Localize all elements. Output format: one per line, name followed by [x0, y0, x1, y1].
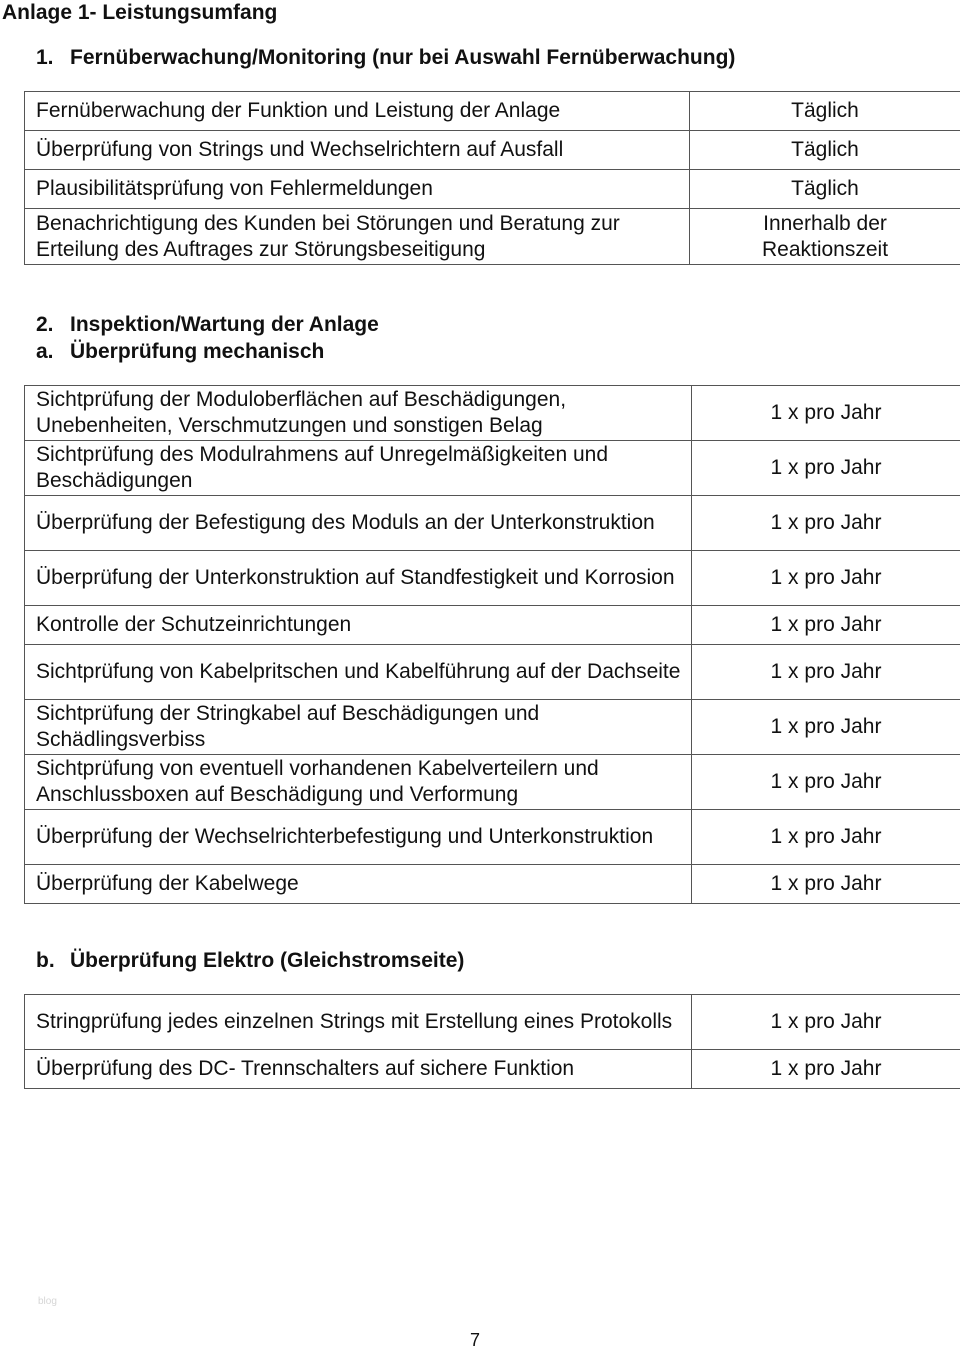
interval-cell: Täglich: [690, 92, 960, 131]
table-row: [25, 865, 960, 904]
table-row: [25, 441, 960, 496]
subsection-a-heading: [36, 339, 324, 365]
table-row: [25, 170, 960, 209]
subsection-a-title: Überprüfung mechanisch: [70, 340, 324, 363]
subsection-b-title: Überprüfung Elektro (Gleichstromseite): [70, 949, 464, 972]
task-cell: Stringprüfung jedes einzelnen Strings mit Erstellung eines Protokolls: [25, 995, 692, 1050]
section-1-heading: [36, 45, 735, 71]
section-2-title: Inspektion/Wartung der Anlage: [70, 313, 379, 336]
task-cell: Plausibilitätsprüfung von Fehlermeldungen: [25, 170, 690, 209]
subsection-a-letter: a.: [36, 339, 70, 365]
section-1-title: Fernüberwachung/Monitoring (nur bei Auswahl Fernüberwachung): [70, 46, 735, 69]
task-cell: Sichtprüfung des Modulrahmens auf Unregelmäßigkeiten und Beschädigungen: [25, 441, 692, 496]
task-cell: Sichtprüfung von Kabelpritschen und Kabelführung auf der Dachseite: [25, 645, 692, 700]
page-number: 7: [470, 1330, 480, 1351]
table-row: [25, 131, 960, 170]
task-cell: Überprüfung der Wechselrichterbefestigung und Unterkonstruktion: [25, 810, 692, 865]
table-row: [25, 1050, 960, 1089]
mechanical-inspection-table: [24, 385, 960, 904]
task-cell: Überprüfung der Kabelwege: [25, 865, 692, 904]
task-cell: Benachrichtigung des Kunden bei Störungen und Beratung zur Erteilung des Auftrages zur Störungsbeseitigung: [25, 209, 690, 265]
table-row: [25, 995, 960, 1050]
task-cell: Kontrolle der Schutzeinrichtungen: [25, 606, 692, 645]
table-row: [25, 92, 960, 131]
section-2-heading: [36, 312, 379, 338]
table-row: [25, 810, 960, 865]
table-row: [25, 209, 960, 265]
task-cell: Überprüfung der Befestigung des Moduls an der Unterkonstruktion: [25, 496, 692, 551]
interval-cell: 1 x pro Jahr: [692, 755, 960, 810]
interval-cell: 1 x pro Jahr: [692, 606, 960, 645]
table-row: [25, 645, 960, 700]
interval-cell: 1 x pro Jahr: [692, 496, 960, 551]
interval-cell: Täglich: [690, 131, 960, 170]
table-row: [25, 700, 960, 755]
task-cell: Sichtprüfung von eventuell vorhandenen Kabelverteilern und Anschlussboxen auf Beschädigung und Verformung: [25, 755, 692, 810]
watermark: blog: [38, 1296, 57, 1307]
interval-cell: 1 x pro Jahr: [692, 1050, 960, 1089]
table-row: [25, 606, 960, 645]
task-cell: Sichtprüfung der Stringkabel auf Beschädigungen und Schädlingsverbiss: [25, 700, 692, 755]
interval-cell: Innerhalb der Reaktionszeit: [690, 209, 960, 265]
table-row: [25, 386, 960, 441]
interval-cell: 1 x pro Jahr: [692, 810, 960, 865]
interval-cell: 1 x pro Jahr: [692, 865, 960, 904]
monitoring-table: [24, 91, 960, 265]
task-cell: Sichtprüfung der Moduloberflächen auf Beschädigungen, Unebenheiten, Verschmutzungen und sonstigen Belag: [25, 386, 692, 441]
table-row: [25, 496, 960, 551]
task-cell: Überprüfung des DC- Trennschalters auf sichere Funktion: [25, 1050, 692, 1089]
subsection-b-heading: [36, 948, 464, 974]
interval-cell: Täglich: [690, 170, 960, 209]
electrical-inspection-table: [24, 994, 960, 1089]
interval-cell: 1 x pro Jahr: [692, 645, 960, 700]
interval-cell: 1 x pro Jahr: [692, 386, 960, 441]
task-cell: Überprüfung der Unterkonstruktion auf Standfestigkeit und Korrosion: [25, 551, 692, 606]
task-cell: Fernüberwachung der Funktion und Leistung der Anlage: [25, 92, 690, 131]
interval-cell: 1 x pro Jahr: [692, 441, 960, 496]
section-1-number: 1.: [36, 45, 70, 71]
table-row: [25, 755, 960, 810]
document-title: Anlage 1- Leistungsumfang: [2, 0, 277, 26]
task-cell: Überprüfung von Strings und Wechselrichtern auf Ausfall: [25, 131, 690, 170]
section-2-number: 2.: [36, 312, 70, 338]
interval-cell: 1 x pro Jahr: [692, 700, 960, 755]
interval-cell: 1 x pro Jahr: [692, 551, 960, 606]
subsection-b-letter: b.: [36, 948, 70, 974]
table-row: [25, 551, 960, 606]
interval-cell: 1 x pro Jahr: [692, 995, 960, 1050]
